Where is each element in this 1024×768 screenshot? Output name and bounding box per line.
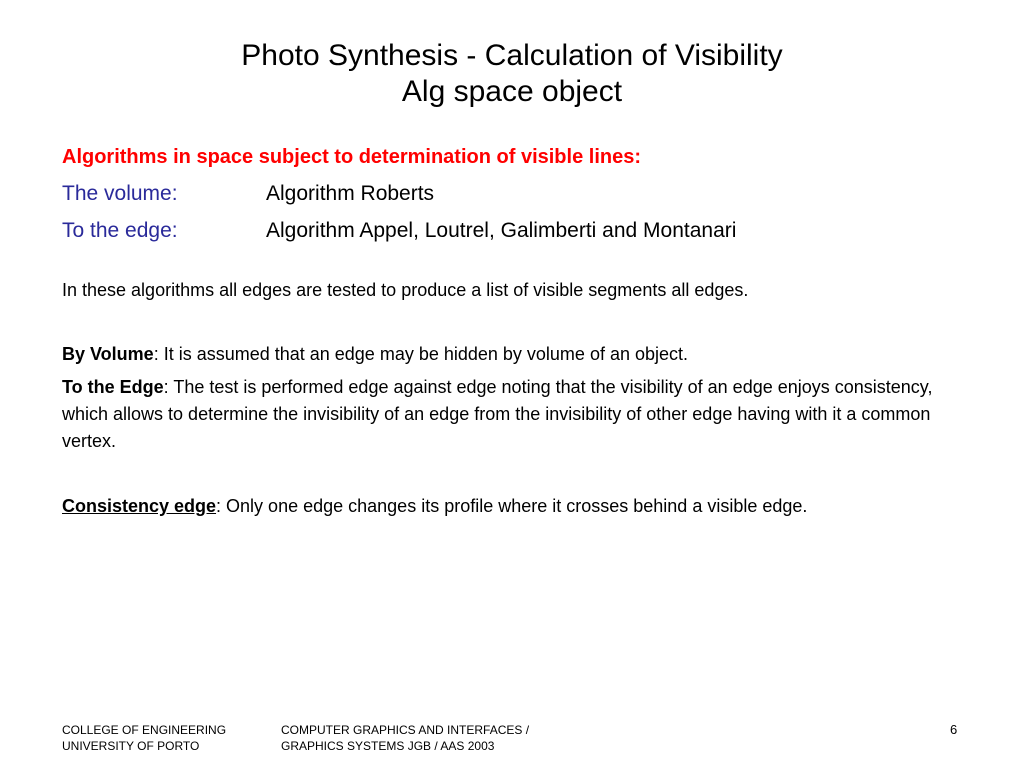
to-edge-paragraph	[62, 374, 982, 455]
by-volume-paragraph	[62, 341, 982, 368]
definition-value: Algorithm Appel, Loutrel, Galimberti and Montanari	[266, 219, 737, 242]
slide-title-line-1: Photo Synthesis - Calculation of Visibility	[241, 39, 783, 72]
slide-body	[62, 143, 982, 520]
consistency-label: Consistency edge	[62, 496, 217, 516]
footer-course-line-1: COMPUTER GRAPHICS AND INTERFACES /	[281, 723, 530, 737]
by-volume-text: : It is assumed that an edge may be hidden by volume of an object.	[153, 344, 689, 364]
page-number: 6	[950, 722, 958, 737]
definition-term: The volume:	[62, 182, 178, 205]
slide-title-line-2: Alg space object	[401, 75, 623, 108]
footer-institution-line-2: UNIVERSITY OF PORTO	[62, 739, 200, 753]
by-volume-label: By Volume	[62, 344, 154, 364]
definition-row-edge	[62, 217, 982, 245]
consistency-text: : Only one edge changes its profile where it crosses behind a visible edge.	[216, 496, 808, 516]
definition-value: Algorithm Roberts	[266, 182, 435, 205]
footer-course	[281, 722, 529, 754]
to-edge-label: To the Edge	[62, 377, 164, 397]
footer-institution	[62, 722, 226, 754]
slide-title	[0, 38, 1024, 110]
intro-paragraph: In these algorithms all edges are tested to produce a list of visible segments all edges.	[62, 280, 749, 300]
footer-course-line-2: GRAPHICS SYSTEMS JGB / AAS 2003	[281, 739, 495, 753]
definition-term: To the edge:	[62, 219, 178, 242]
section-heading: Algorithms in space subject to determination of visible lines:	[62, 146, 641, 168]
to-edge-text: : The test is performed edge against edge noting that the visibility of an edge enjoys consistency, which allows to determine the invisibility of an edge from the invisibility of other edge having with it a common vertex.	[62, 377, 933, 451]
footer-institution-line-1: COLLEGE OF ENGINEERING	[62, 723, 227, 737]
definition-row-volume	[62, 180, 982, 208]
consistency-paragraph	[62, 493, 982, 520]
